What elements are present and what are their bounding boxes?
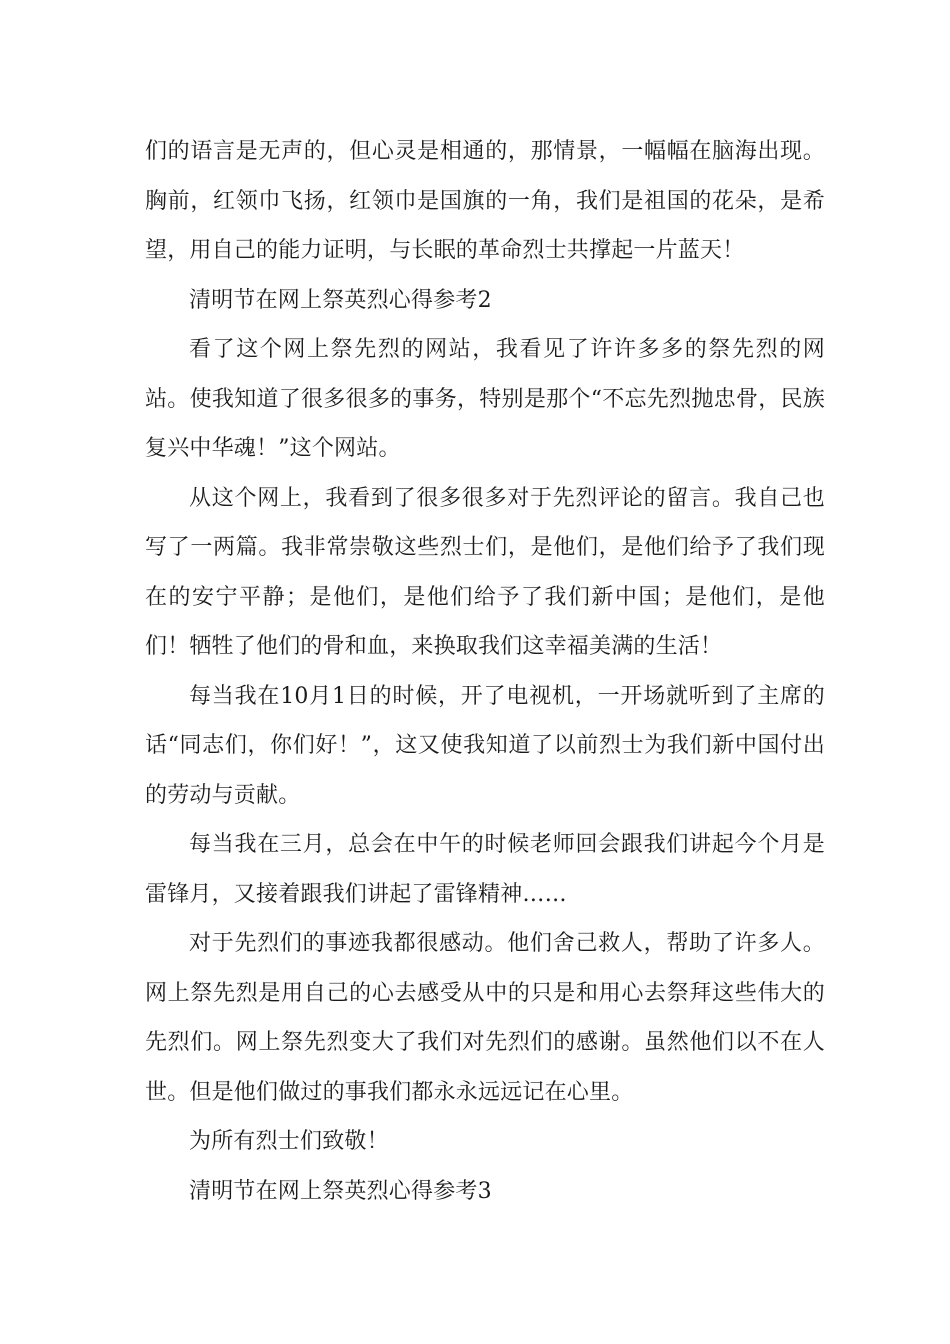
paragraph: 从这个网上，我看到了很多很多对于先烈评论的留言。我自己也写了一两篇。我非常崇敬这些烈士们，是他们，是他们给予了我们现在的安宁平静；是他们，是他们给予了我们新中国；是他们，是他们！牺牲了他们的骨和血，来换取我们这幸福美满的生活！ bbox=[145, 485, 825, 659]
paragraph: 为所有烈士们致敬！ bbox=[189, 1129, 389, 1154]
document-body bbox=[145, 127, 825, 1216]
section-heading-2: 清明节在网上祭英烈心得参考2 bbox=[189, 287, 492, 313]
paragraph: 每当我在三月，总会在中午的时候老师回会跟我们讲起今个月是雷锋月，又接着跟我们讲起了雷锋精神…… bbox=[145, 832, 825, 907]
paragraph: 每当我在10月1日的时候，开了电视机，一开场就听到了主席的话“同志们，你们好！”，这又使我知道了以前烈士为我们新中国付出的劳动与贡献。 bbox=[145, 683, 825, 808]
paragraph: 看了这个网上祭先烈的网站，我看见了许许多多的祭先烈的网站。使我知道了很多很多的事务，特别是那个“不忘先烈抛忠骨，民族复兴中华魂！”这个网站。 bbox=[145, 337, 825, 461]
paragraph: 对于先烈们的事迹我都很感动。他们舍己救人，帮助了许多人。网上祭先烈是用自己的心去感受从中的只是和用心去祭拜这些伟大的先烈们。网上祭先烈变大了我们对先烈们的感谢。虽然他们以不在人世。但是他们做过的事我们都永永远远记在心里。 bbox=[145, 931, 825, 1105]
section-heading-3: 清明节在网上祭英烈心得参考3 bbox=[189, 1178, 492, 1204]
paragraph-continuation: 们的语言是无声的，但心灵是相通的，那情景，一幅幅在脑海出现。胸前，红领巾飞扬，红领巾是国旗的一角，我们是祖国的花朵，是希望，用自己的能力证明，与长眠的革命烈士共撑起一片蓝天！ bbox=[145, 139, 825, 263]
